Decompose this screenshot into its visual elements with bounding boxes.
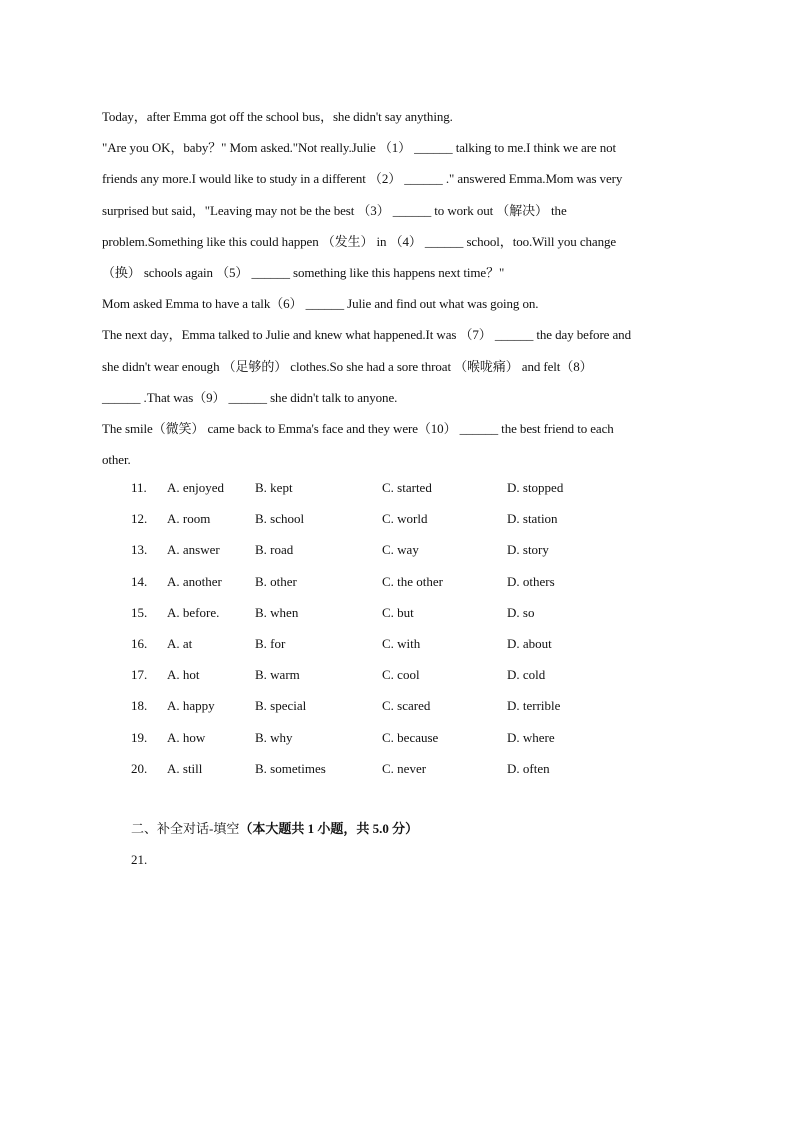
option-d: D. about — [507, 635, 552, 651]
passage-line: （换） schools again （5） ______ something like this happens next time？" — [102, 264, 505, 280]
option-c: C. but — [382, 604, 414, 620]
question-row — [131, 503, 691, 534]
passage-line: ______ .That was（9） ______ she didn't talk to anyone. — [102, 389, 398, 405]
option-d: D. terrible — [507, 698, 561, 714]
option-a: A. at — [167, 635, 193, 651]
passage-line: The smile（微笑） came back to Emma's face and they were（10） ______ the best friend to each — [102, 420, 614, 436]
question-row — [131, 628, 691, 659]
question-number: 12. — [131, 511, 148, 527]
passage-line: Today，after Emma got off the school bus，she didn't say anything. — [102, 109, 453, 124]
option-c: C. because — [382, 729, 439, 745]
option-b: B. special — [255, 698, 307, 714]
option-d: D. so — [507, 604, 535, 620]
passage-line: other. — [102, 452, 131, 468]
option-c: C. cool — [382, 667, 420, 683]
passage-line: "Are you OK，baby？" Mom asked."Not really.Julie （1） ______ talking to me.I think we are not — [102, 140, 617, 156]
option-c: C. with — [382, 635, 421, 651]
question-number: 17. — [131, 667, 148, 683]
option-c: C. never — [382, 760, 427, 776]
option-c: C. way — [382, 542, 419, 558]
question-row — [131, 597, 691, 628]
passage-line: problem.Something like this could happen （发生） in （4） ______ school，too.Will you change — [102, 233, 617, 249]
option-d: D. story — [507, 542, 549, 558]
option-c: C. scared — [382, 698, 431, 714]
option-a: A. before. — [167, 604, 220, 620]
option-a: A. room — [167, 511, 211, 527]
option-c: C. the other — [382, 573, 444, 589]
option-a: A. how — [167, 729, 206, 745]
question-21-number: 21. — [131, 852, 148, 867]
option-b: B. when — [255, 604, 299, 620]
cloze-passage — [102, 101, 702, 475]
section-title: 二、补全对话-填空 — [131, 821, 240, 836]
option-c: C. world — [382, 511, 428, 527]
passage-line: surprised but said，"Leaving may not be the best （3） ______ to work out （解决） the — [102, 202, 567, 218]
passage-line: she didn't wear enough （足够的） clothes.So she had a sore throat （喉咙痛） and felt（8） — [102, 358, 593, 374]
option-d: D. cold — [507, 667, 546, 683]
section-detail: （本大题共 1 小题，共 5.0 分） — [239, 821, 419, 836]
question-number: 19. — [131, 729, 148, 745]
section-heading — [131, 817, 418, 841]
question-number: 11. — [131, 480, 147, 495]
option-a: A. hot — [167, 667, 200, 683]
option-d: D. often — [507, 760, 550, 776]
question-number: 13. — [131, 542, 148, 558]
question-row — [131, 534, 691, 565]
question-row — [131, 753, 691, 784]
option-b: B. warm — [255, 667, 300, 683]
question-row — [131, 659, 691, 690]
question-number: 15. — [131, 604, 148, 620]
option-b: B. road — [255, 542, 294, 558]
question-row — [131, 690, 691, 721]
option-c: C. started — [382, 480, 432, 495]
option-d: D. others — [507, 573, 555, 589]
option-b: B. kept — [255, 480, 293, 495]
question-row — [131, 722, 691, 753]
option-b: B. for — [255, 635, 286, 651]
answer-options — [131, 472, 691, 784]
passage-line: The next day，Emma talked to Julie and knew what happened.It was （7） ______ the day before and — [102, 327, 631, 343]
question-number: 16. — [131, 635, 148, 651]
question-number: 18. — [131, 698, 148, 714]
question-number: 20. — [131, 760, 148, 776]
option-d: D. where — [507, 729, 555, 745]
question-row — [131, 566, 691, 597]
option-b: B. school — [255, 511, 305, 527]
question-number: 14. — [131, 573, 148, 589]
option-d: D. stopped — [507, 480, 564, 495]
option-b: B. why — [255, 729, 293, 745]
option-b: B. sometimes — [255, 760, 326, 776]
option-a: A. enjoyed — [167, 480, 225, 495]
option-a: A. answer — [167, 542, 220, 558]
option-d: D. station — [507, 511, 558, 527]
option-a: A. still — [167, 760, 203, 776]
option-a: A. another — [167, 573, 222, 589]
passage-line: friends any more.I would like to study in a different （2） ______ ." answered Emma.Mom was very — [102, 171, 623, 187]
option-a: A. happy — [167, 698, 215, 714]
question-row — [131, 472, 691, 503]
option-b: B. other — [255, 573, 297, 589]
passage-line: Mom asked Emma to have a talk（6） ______ Julie and find out what was going on. — [102, 296, 539, 312]
